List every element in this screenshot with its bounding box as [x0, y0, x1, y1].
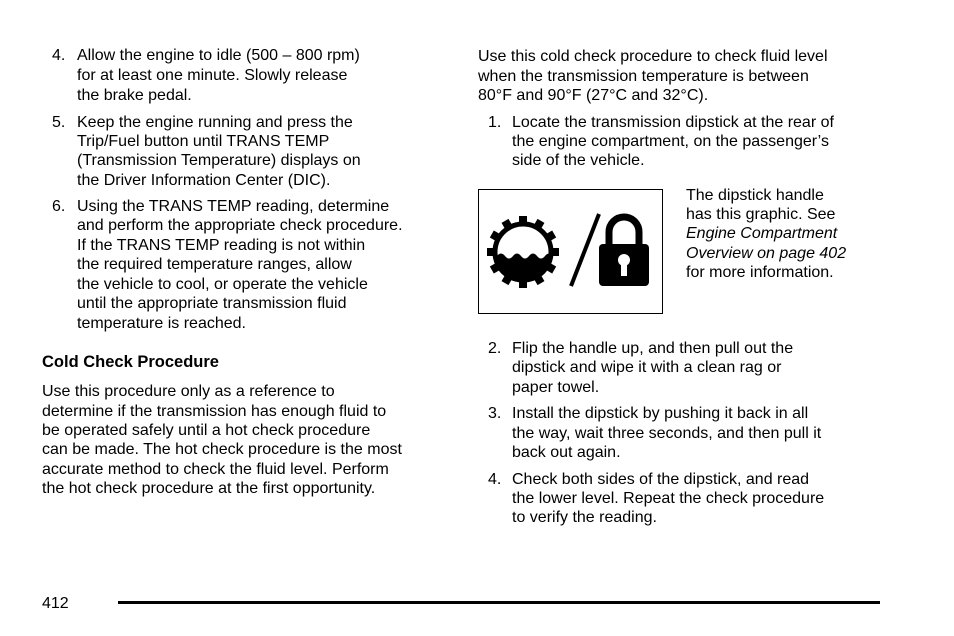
- caption-line: has this graphic. See: [686, 206, 836, 223]
- step-text: paper towel.: [512, 379, 600, 396]
- step-text: the brake pedal.: [77, 87, 192, 104]
- paragraph-line: can be made. The hot check procedure is the most: [42, 441, 402, 458]
- step-text: back out again.: [512, 444, 621, 461]
- caption-line: The dipstick handle: [686, 187, 824, 204]
- caption-line: for more information.: [686, 264, 834, 281]
- step-text: Keep the engine running and press the: [77, 114, 353, 131]
- step-text: Check both sides of the dipstick, and read: [512, 471, 810, 488]
- section-heading: Cold Check Procedure: [42, 353, 219, 371]
- caption-link[interactable]: [686, 244, 846, 263]
- step-text: Flip the handle up, and then pull out the: [512, 340, 794, 357]
- step-text: Locate the transmission dipstick at the rear of: [512, 114, 834, 131]
- step-text: the required temperature ranges, allow: [77, 256, 352, 273]
- footer-rule: [118, 601, 880, 604]
- intro-line: Use this cold check procedure to check fluid level: [478, 48, 828, 65]
- step-text: to verify the reading.: [512, 509, 657, 526]
- intro-line: 80°F and 90°F (27°C and 32°C).: [478, 87, 709, 104]
- step-number: 5.: [52, 114, 66, 131]
- dipstick-graphic: [479, 190, 661, 312]
- step-text: the Driver Information Center (DIC).: [77, 172, 331, 189]
- step-text: If the TRANS TEMP reading is not within: [77, 237, 366, 254]
- step-text: the lower level. Repeat the check procedure: [512, 490, 825, 507]
- step-number: 6.: [52, 198, 66, 215]
- step-text: temperature is reached.: [77, 315, 246, 332]
- step-number: 4.: [52, 47, 66, 64]
- paragraph-line: be operated safely until a hot check procedure: [42, 422, 371, 439]
- dipstick-graphic-figure: [478, 189, 663, 314]
- step-text: for at least one minute. Slowly release: [77, 67, 348, 84]
- caption-link-text[interactable]: Overview on page 402: [686, 245, 847, 262]
- step-number: 2.: [488, 340, 502, 357]
- step-text: the way, wait three seconds, and then pull it: [512, 425, 822, 442]
- step-text: Trip/Fuel button until TRANS TEMP: [77, 133, 330, 150]
- gear-icon: [487, 216, 559, 288]
- paragraph-line: determine if the transmission has enough fluid to: [42, 403, 387, 420]
- step-text: (Transmission Temperature) displays on: [77, 152, 361, 169]
- paragraph-line: accurate method to check the fluid level. Perform: [42, 461, 389, 478]
- step-text: and perform the appropriate check procedure.: [77, 217, 403, 234]
- step-text: Allow the engine to idle (500 – 800 rpm): [77, 47, 360, 64]
- padlock-icon: [599, 217, 649, 286]
- step-number: 3.: [488, 405, 502, 422]
- caption-link-text[interactable]: Engine Compartment: [686, 225, 838, 242]
- step-number: 1.: [488, 114, 502, 131]
- step-text: Install the dipstick by pushing it back in all: [512, 405, 809, 422]
- step-number: 4.: [488, 471, 502, 488]
- page-number: 412: [42, 595, 69, 612]
- paragraph-line: Use this procedure only as a reference to: [42, 383, 335, 400]
- step-text: the vehicle to cool, or operate the vehicle: [77, 276, 368, 293]
- step-text: until the appropriate transmission fluid: [77, 295, 347, 312]
- step-text: side of the vehicle.: [512, 152, 645, 169]
- intro-line: when the transmission temperature is between: [478, 68, 809, 85]
- step-text: Using the TRANS TEMP reading, determine: [77, 198, 390, 215]
- caption-link[interactable]: [686, 224, 837, 243]
- slash-divider: [571, 214, 599, 286]
- paragraph-line: the hot check procedure at the first opportunity.: [42, 480, 376, 497]
- step-text: the engine compartment, on the passenger’s: [512, 133, 829, 150]
- step-text: dipstick and wipe it with a clean rag or: [512, 359, 782, 376]
